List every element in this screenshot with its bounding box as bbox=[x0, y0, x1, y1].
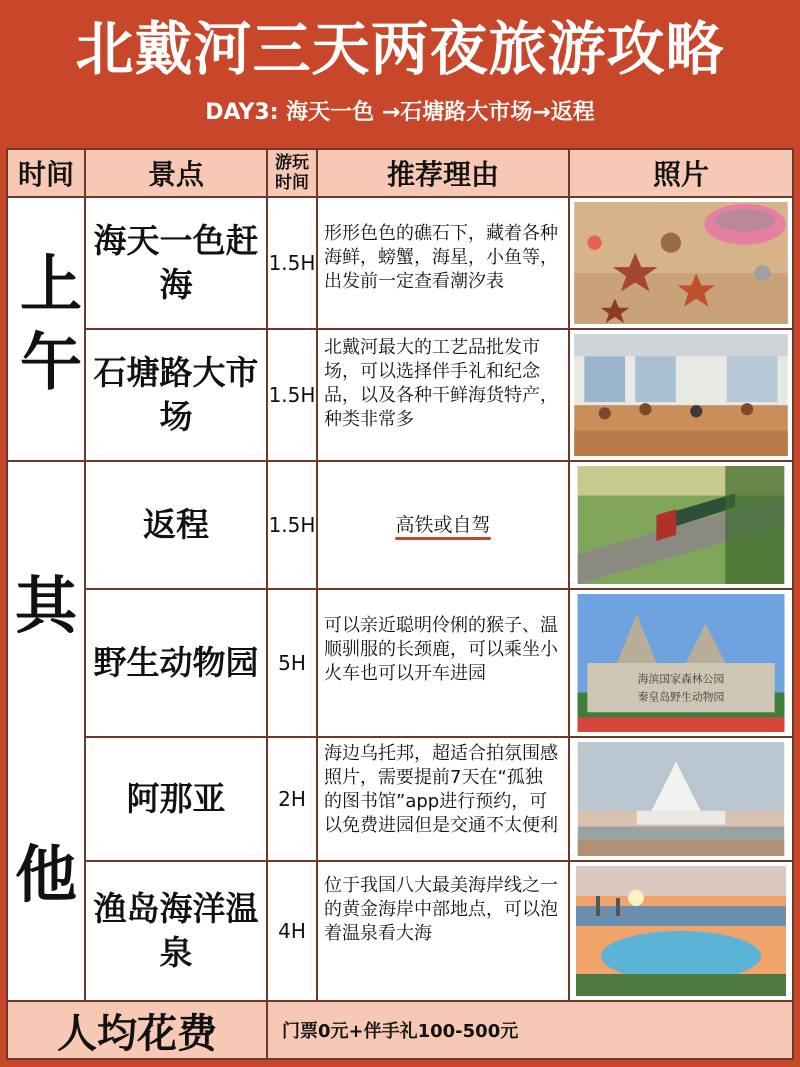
row3-photo bbox=[570, 462, 794, 590]
period-morning-label: 上午 bbox=[9, 251, 83, 407]
row2-reason: 北戴河最大的工艺品批发市场，可以选择伴手礼和纪念品，以及各种干鲜海货特产，种类非常多 bbox=[318, 330, 570, 462]
header-duration: 游玩时间 bbox=[275, 153, 309, 193]
row2-spot: 石塘路大市场 bbox=[86, 330, 268, 462]
zoo-gate-photo-icon bbox=[574, 594, 788, 732]
train-photo-icon bbox=[574, 466, 788, 584]
row4-duration: 5H bbox=[268, 590, 318, 738]
header-photo: 照片 bbox=[570, 148, 794, 198]
row5-spot: 阿那亚 bbox=[86, 738, 268, 862]
header-spot: 景点 bbox=[86, 148, 268, 198]
market-photo-icon bbox=[574, 334, 788, 456]
row3-reason-text: 高铁或自驾 bbox=[395, 514, 491, 536]
itinerary-table bbox=[6, 148, 794, 1060]
row1-photo bbox=[570, 198, 794, 330]
period-morning bbox=[6, 198, 86, 462]
row6-reason: 位于我国八大最美海岸线之一的黄金海岸中部地点，可以泡着温泉看大海 bbox=[318, 862, 570, 1002]
row3-spot: 返程 bbox=[86, 462, 268, 590]
zoo-sign-2: 秦皇岛野生动物园 bbox=[637, 690, 725, 704]
library-photo-icon bbox=[574, 742, 788, 856]
page-subtitle: DAY3: 海天一色 →石塘路大市场→返程 bbox=[205, 100, 595, 125]
row4-photo bbox=[570, 590, 794, 738]
zoo-sign-1: 海滨国家森林公园 bbox=[637, 672, 725, 686]
cost-label: 人均花费 bbox=[6, 1002, 268, 1060]
header-banner bbox=[0, 0, 800, 148]
row4-reason: 可以亲近聪明伶俐的猴子、温顺驯服的长颈鹿，可以乘坐小火车也可以开车进园 bbox=[318, 590, 570, 738]
header-time: 时间 bbox=[6, 148, 86, 198]
row6-duration: 4H bbox=[268, 862, 318, 1002]
row5-reason: 海边乌托邦，超适合拍氛围感照片，需要提前7天在“孤独的图书馆”app进行预约，可以免费进园但是交通不太便利 bbox=[318, 738, 570, 862]
row2-photo bbox=[570, 330, 794, 462]
hot-spring-photo-icon bbox=[574, 866, 788, 996]
row5-photo bbox=[570, 738, 794, 862]
header-duration-cell bbox=[268, 148, 318, 198]
page-title: 北戴河三天两夜旅游攻略 bbox=[75, 15, 725, 83]
row2-duration: 1.5H bbox=[268, 330, 318, 462]
row4-spot: 野生动物园 bbox=[86, 590, 268, 738]
row3-duration: 1.5H bbox=[268, 462, 318, 590]
row1-reason: 形形色色的礁石下，藏着各种海鲜，螃蟹，海星，小鱼等，出发前一定查看潮汐表 bbox=[318, 198, 570, 330]
period-other-char2: 他 bbox=[14, 837, 77, 911]
row5-duration: 2H bbox=[268, 738, 318, 862]
cost-value: 门票0元+伴手礼100-500元 bbox=[268, 1002, 794, 1060]
row1-duration: 1.5H bbox=[268, 198, 318, 330]
header-reason: 推荐理由 bbox=[318, 148, 570, 198]
row6-photo bbox=[570, 862, 794, 1002]
row3-reason bbox=[318, 462, 570, 590]
period-other-char1: 其 bbox=[14, 568, 77, 642]
period-other-bottom bbox=[6, 738, 86, 1002]
row1-spot: 海天一色赶海 bbox=[86, 198, 268, 330]
period-other-top bbox=[6, 462, 86, 738]
row6-spot: 渔岛海洋温泉 bbox=[86, 862, 268, 1002]
starfish-photo-icon bbox=[574, 202, 788, 324]
